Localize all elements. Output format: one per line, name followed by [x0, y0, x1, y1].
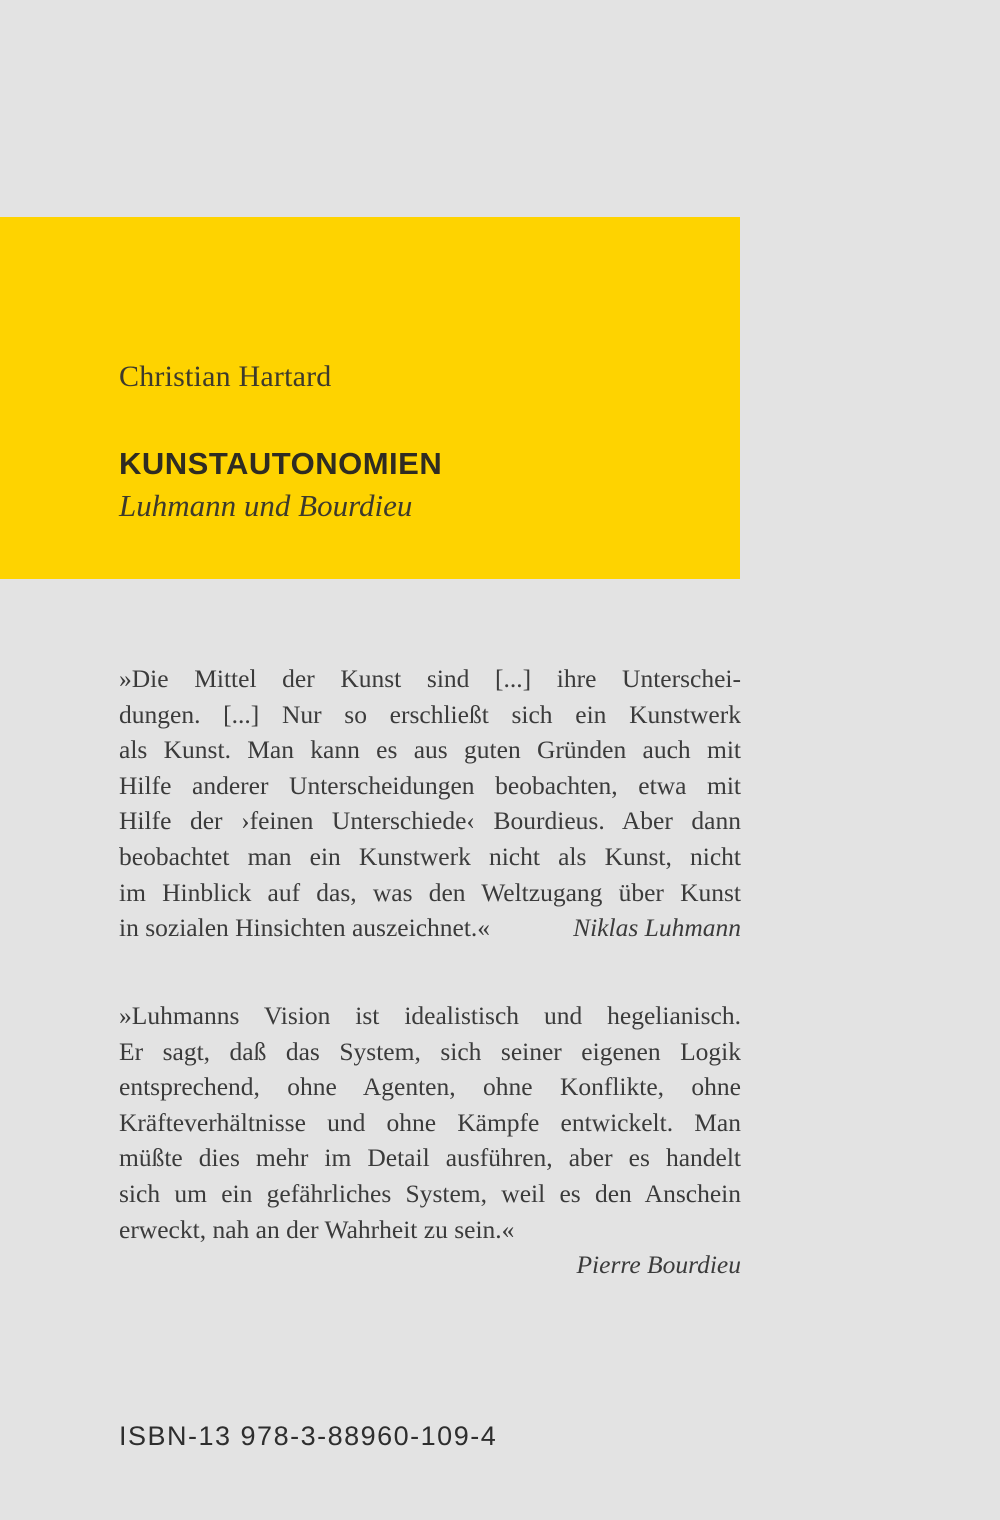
quote-attribution: Niklas Luhmann — [573, 913, 741, 943]
author-name: Christian Hartard — [119, 360, 332, 393]
quote-line: im Hinblick auf das, was den Weltzugang über Kunst — [119, 877, 741, 907]
quote-line: Er sagt, daß das System, sich seiner eigenen Logik — [119, 1036, 741, 1066]
quote-line: erweckt, nah an der Wahrheit zu sein.« — [119, 1214, 515, 1244]
quote-line: entsprechend, ohne Agenten, ohne Konflikte, ohne — [119, 1072, 741, 1102]
quote-line: als Kunst. Man kann es aus guten Gründen auch mit — [119, 735, 741, 765]
title-block — [0, 217, 740, 579]
book-title: KUNSTAUTONOMIEN — [119, 446, 443, 481]
quote-attribution: Pierre Bourdieu — [576, 1250, 741, 1279]
isbn: ISBN-13 978-3-88960-109-4 — [119, 1421, 498, 1451]
quote-line: in sozialen Hinsichten auszeichnet.« — [119, 913, 491, 943]
quote-line: beobachtet man ein Kunstwerk nicht als Kunst, nicht — [119, 841, 741, 871]
quote-final-line — [119, 910, 741, 946]
quote-line: Hilfe der ›feinen Unterschiede‹ Bourdieus. Aber dann — [119, 806, 741, 836]
quote-line: Hilfe anderer Unterscheidungen beobachten, etwa mit — [119, 770, 741, 800]
quote-line: sich um ein gefährliches System, weil es den Anschein — [119, 1178, 741, 1208]
quote-line: »Luhmanns Vision ist idealistisch und hegelianisch. — [119, 1001, 741, 1030]
book-subtitle: Luhmann und Bourdieu — [119, 488, 413, 523]
quote-line: »Die Mittel der Kunst sind [...] ihre Unterschei- — [119, 664, 741, 693]
quote-line: müßte dies mehr im Detail ausführen, aber es handelt — [119, 1143, 741, 1173]
quote-bourdieu — [119, 998, 741, 1247]
quote-line: dungen. [...] Nur so erschließt sich ein Kunstwerk — [119, 699, 741, 729]
quote-luhmann — [119, 661, 741, 946]
quote-line: Kräfteverhältnisse und ohne Kämpfe entwickelt. Man — [119, 1107, 741, 1137]
